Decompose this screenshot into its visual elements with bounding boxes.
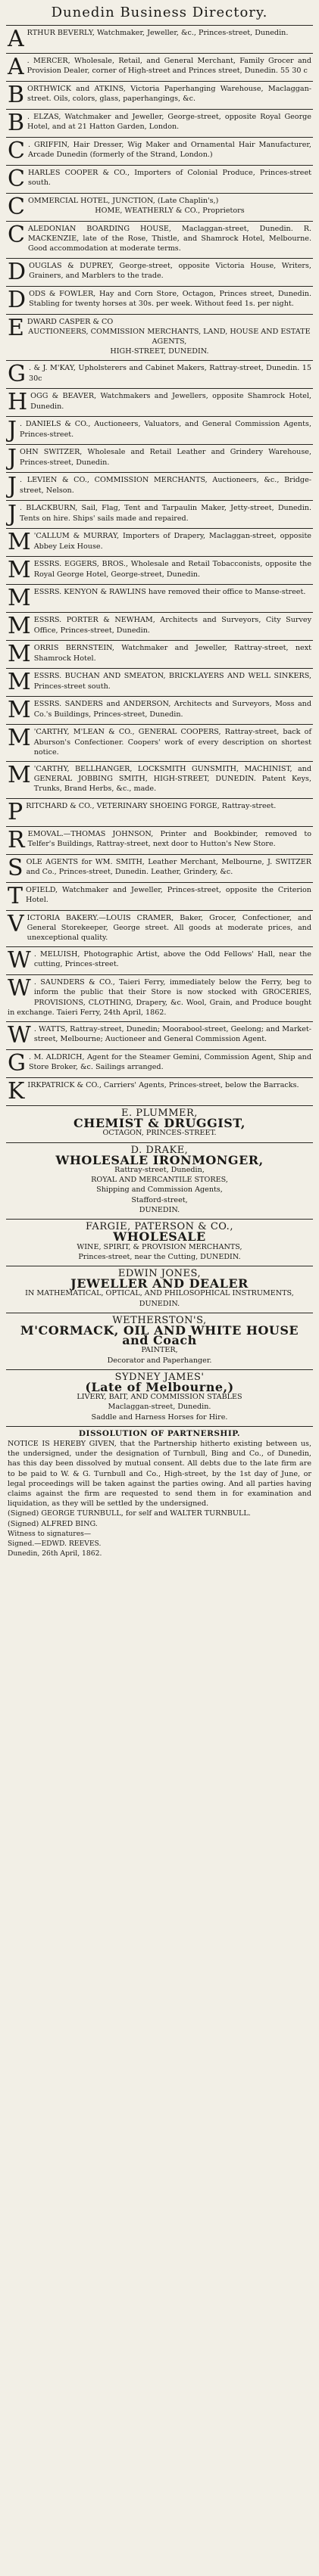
directory-entry (6, 1142, 313, 1219)
entry-text: . LEVIEN & CO., COMMISSION MERCHANTS, Auctioneers, &c., Bridge-street, Nelson. (20, 476, 311, 495)
entry-line: SYDNEY JAMES' (114, 1371, 205, 1383)
entry-line: OCTAGON, PRINCES-STREET. (102, 1129, 217, 1138)
entry-line: Princes-street, near the Cutting, DUNEDIN. (78, 1252, 241, 1261)
notice-body: NOTICE IS HEREBY GIVEN, that the Partnership hitherto existing between us, the undersigned, under the designation of Turnbull, Bing and Co., of Dunedin, has this day been dissolved by mutual consent. All debts due to the late firm are to be paid to W. & G. Turnbull and Co., High-street, by the 1st day of June, or legal proceedings will be taken against the parties owing. And all parties having claims against the firm are requested to send them in for examination and liquidation, as they will be settled by the undersigned. (8, 1439, 311, 1509)
entry-line: Rattray-street, Dunedin, (114, 1166, 205, 1175)
entry-line: Saddle and Harness Horses for Hire. (91, 1412, 228, 1422)
witness-signed: Signed.—EDWD. REEVES. (8, 1539, 102, 1548)
drop-cap: M (8, 529, 31, 556)
entry-text: ODS & FOWLER, Hay and Corn Store, Octagon, Princes street, Dunedin. Stabling for twenty horses at 30s. per week. Without feed 1s. per night. (29, 289, 311, 308)
entry-text: ESSRS. KENYON & RAWLINS have removed their office to Manse-street. (33, 588, 306, 597)
entry-text: . MERCER, Wholesale, Retail, and General Merchant, Family Grocer and Provision Dealer, corner of High-street and Princes street, Dunedin. 55 30 c (27, 57, 311, 76)
drop-cap: M (8, 557, 31, 584)
directory-entry (6, 826, 313, 854)
witness-line: Witness to signatures— (8, 1529, 92, 1538)
directory-entry (6, 1266, 313, 1313)
entry-line: WHOLESALE IRONMONGER, (55, 1152, 264, 1167)
drop-cap: J (8, 417, 17, 444)
drop-cap: W (8, 1022, 31, 1049)
entry-text: EMOVAL.—THOMAS JOHNSON, Printer and Bookbinder, removed to Telfer's Buildings, Rattray-street, next door to Hutton's New Store. (27, 829, 311, 848)
directory-entry (6, 258, 313, 286)
drop-cap: C (8, 166, 25, 192)
entry-line: WINE, SPIRIT, & PROVISION MERCHANTS, (77, 1242, 242, 1251)
drop-cap: V (8, 910, 24, 937)
entry-line: CHEMIST & DRUGGIST, (73, 1116, 246, 1131)
drop-cap: M (8, 762, 31, 789)
directory-entry (6, 416, 313, 444)
entry-text: . BLACKBURN, Sail, Flag, Tent and Tarpaulin Maker, Jetty-street, Dunedin. Tents on hire. Ships' sails made and repaired. (20, 504, 311, 523)
entry-text: HOME, WEATHERLY & CO., Proprietors (95, 207, 245, 216)
drop-cap: H (8, 389, 28, 416)
entry-text: ESSRS. EGGERS, BROS., Wholesale and Retail Tobacconists, opposite the Royal George Hotel, George-street, Dunedin. (33, 560, 311, 579)
entry-line: Decorator and Paperhanger. (107, 1356, 212, 1365)
notice-signature-1 (8, 1509, 311, 1518)
directory-entry (6, 221, 313, 258)
signature-label: (Signed) (8, 1519, 39, 1528)
entry-line: IN MATHEMATICAL, OPTICAL, AND PHILOSOPHICAL INSTRUMENTS, (25, 1289, 294, 1298)
directory-entry (6, 528, 313, 556)
directory-entry (6, 882, 313, 910)
directory-entry (6, 854, 313, 882)
directory-entry (6, 1077, 313, 1105)
drop-cap: M (8, 585, 31, 612)
entry-line: JEWELLER AND DEALER (70, 1276, 249, 1291)
notice-signature-2 (8, 1519, 311, 1529)
directory-entry (6, 724, 313, 761)
drop-cap: C (8, 194, 25, 220)
drop-cap: W (8, 975, 31, 1002)
entry-text: HIGH-STREET, DUNEDIN. (110, 347, 209, 356)
directory-entry (6, 584, 313, 612)
directory-entry (6, 360, 313, 388)
entry-text: . GRIFFIN, Hair Dresser, Wig Maker and Ornamental Hair Manufacturer, Arcade Dunedin (formerly of the Strand, London.) (27, 141, 311, 160)
entry-text: . WATTS, Rattray-street, Dunedin; Moorabool-street, Geelong; and Market-street, Melbourne; Auctioneer and General Commission Agent. (33, 1025, 311, 1044)
directory-entry (6, 25, 313, 53)
entry-line: WETHERSTON'S, (112, 1314, 207, 1326)
directory-entry (6, 53, 313, 81)
directory-entry (6, 286, 313, 314)
drop-cap: W (8, 947, 31, 974)
entry-line: E. PLUMMER, (121, 1108, 198, 1120)
drop-cap: T (8, 882, 23, 909)
directory-entry (6, 640, 313, 668)
entry-text: ICTORIA BAKERY.—LOUIS CRAMER, Baker, Grocer, Confectioner, and General Storekeeper, George street. All goods at moderate prices, and unexceptional quality. (27, 913, 311, 943)
notice-date: Dunedin, 26th April, 1862. (8, 1549, 102, 1558)
entry-text: . M. ALDRICH, Agent for the Steamer Gemini, Commission Agent, Ship and Store Broker, &c. Sailings arranged. (28, 1053, 311, 1072)
drop-cap: M (8, 641, 31, 668)
drop-cap: G (8, 1050, 26, 1077)
drop-cap: M (8, 669, 31, 696)
directory-entry (6, 500, 313, 528)
entry-text: . DANIELS & CO., Auctioneers, Valuators, and General Commission Agents, Princes-street. (20, 420, 311, 439)
drop-cap: G (8, 361, 26, 388)
directory-entry (6, 612, 313, 640)
drop-cap: R (8, 826, 25, 853)
entry-text: IRKPATRICK & CO., Carriers' Agents, Princes-street, below the Barracks. (27, 1081, 299, 1090)
drop-cap: M (8, 697, 31, 724)
entry-text: ORTHWICK and ATKINS, Victoria Paperhanging Warehouse, Maclaggan-street. Oils, colors, glass, paperhangings, &c. (27, 85, 311, 104)
directory-entry (6, 1219, 313, 1266)
directory-entry (6, 81, 313, 109)
entry-text: HARLES COOPER & CO., Importers of Colonial Produce, Princes-street south. (27, 169, 311, 188)
drop-cap: P (8, 798, 23, 825)
directory-entry (6, 1105, 313, 1142)
entry-line: PAINTER, (141, 1346, 178, 1355)
entry-text: . ELZAS, Watchmaker and Jeweller, George-street, opposite Royal George Hotel, and at 21 Hatton Garden, London. (27, 113, 311, 132)
drop-cap: D (8, 286, 27, 313)
drop-cap: S (8, 854, 23, 881)
signature-name: GEORGE TURNBULL, for self and WALTER TURNBULL. (41, 1509, 251, 1518)
entry-text: OGG & BEAVER, Watchmakers and Jewellers, opposite Shamrock Hotel, Dunedin. (30, 392, 311, 411)
directory-entry (6, 314, 313, 361)
drop-cap: C (8, 222, 25, 248)
entry-line: Maclaggan-street, Dunedin. (108, 1403, 211, 1412)
dissolution-notice (6, 1426, 313, 1563)
entry-line: LIVERY, BAIT, AND COMMISSION STABLES (77, 1393, 242, 1402)
directory-entry (6, 946, 313, 974)
directory-entry (6, 109, 313, 137)
entry-text: DWARD CASPER & CO (27, 317, 114, 326)
entry-text: . & J. M'KAY, Upholsterers and Cabinet Makers, Rattray-street, Dunedin. 15 30c (28, 364, 311, 383)
entry-text: 'CALLUM & MURRAY, Importers of Drapery, Maclaggan-street, opposite Abbey Leix House. (33, 532, 311, 551)
entry-text: . MELUISH, Photographic Artist, above the Odd Fellows' Hall, near the cutting, Princes-street. (33, 950, 311, 969)
masthead: Dunedin Business Directory. (51, 5, 268, 20)
directory-entry (6, 193, 313, 221)
directory-entry (6, 696, 313, 724)
directory-entry (6, 472, 313, 500)
ads-column (6, 25, 313, 1426)
entry-line: ROYAL AND MERCANTILE STORES, (91, 1176, 228, 1185)
directory-entry (6, 444, 313, 472)
entry-text: ESSRS. BUCHAN AND SMEATON, BRICKLAYERS AND WELL SINKERS, Princes-street south. (33, 672, 311, 691)
directory-entry (6, 165, 313, 193)
drop-cap: E (8, 314, 24, 341)
entry-text: OLE AGENTS for WM. SMITH, Leather Merchant, Melbourne, J. SWITZER and Co., Princes-street, Dunedin. Leather, Grindery, &c. (26, 857, 311, 876)
drop-cap: C (8, 138, 25, 164)
drop-cap: A (8, 54, 24, 80)
entry-text: 'CARTHY, M'LEAN & CO., GENERAL COOPERS, Rattray-street, back of Aburson's Confectioner. Coopers' work of every description on shortest notice. (33, 728, 311, 757)
entry-line: DUNEDIN. (139, 1299, 180, 1308)
drop-cap: B (8, 82, 25, 108)
directory-entry (6, 1313, 313, 1369)
drop-cap: B (8, 110, 25, 136)
entry-text: AUCTIONEERS, COMMISSION MERCHANTS, LAND, HOUSE AND ESTATE AGENTS, (28, 327, 311, 346)
drop-cap: D (8, 258, 27, 285)
entry-text: ORRIS BERNSTEIN, Watchmaker and Jeweller, Rattray-street, next Shamrock Hotel. (33, 644, 311, 663)
entry-text: RTHUR BEVERLY, Watchmaker, Jeweller, &c., Princes-street, Dunedin. (27, 29, 289, 37)
notice-title: DISSOLUTION OF PARTNERSHIP. (78, 1428, 241, 1438)
entry-text: 'CARTHY, BELLHANGER, LOCKSMITH GUNSMITH, MACHINIST, and GENERAL JOBBING SMITH, HIGH-STREET, DUNEDIN. Patent Keys, Trunks, Brand Herbs, &c., made. (33, 765, 311, 794)
directory-entry (6, 910, 313, 947)
entry-text: OFIELD, Watchmaker and Jeweller, Princes-street, opposite the Criterion Hotel. (26, 885, 311, 904)
signature-label: (Signed) (8, 1509, 39, 1518)
directory-entry (6, 1049, 313, 1077)
entry-line: FARGIE, PATERSON & CO., (86, 1221, 233, 1233)
directory-entry (6, 668, 313, 696)
entry-line: WHOLESALE (113, 1229, 206, 1244)
entry-line: EDWIN JONES, (117, 1267, 202, 1279)
directory-entry (6, 798, 313, 826)
directory-entry (6, 761, 313, 798)
directory-entry (6, 974, 313, 1021)
drop-cap: A (8, 26, 24, 52)
entry-text: OUGLAS & DUPREY, George-street, opposite Victoria House, Writers, Grainers, and Marblers to the trade. (29, 261, 311, 280)
entry-text: RITCHARD & CO., VETERINARY SHOEING FORGE, Rattray-street. (26, 801, 277, 810)
signature-name: ALFRED BING. (41, 1519, 98, 1528)
entry-text: ESSRS. PORTER & NEWHAM, Architects and Surveyors, City Survey Office, Princes-street, Dunedin. (33, 616, 311, 635)
entry-line: M'CORMACK, OIL AND WHITE HOUSE and Coach (20, 1322, 299, 1348)
directory-entry (6, 137, 313, 165)
drop-cap: K (8, 1078, 25, 1105)
entry-text: OHN SWITZER, Wholesale and Retail Leather and Grindery Warehouse, Princes-street, Dunedin. (20, 448, 311, 467)
drop-cap: J (8, 473, 17, 500)
directory-entry (6, 556, 313, 584)
drop-cap: M (8, 725, 31, 752)
drop-cap: J (8, 501, 17, 528)
entry-text: OMMERCIAL HOTEL, JUNCTION, (Late Chaplin's,) (27, 197, 219, 205)
drop-cap: M (8, 613, 31, 640)
entry-line: (Late of Melbourne,) (85, 1379, 234, 1394)
directory-entry (6, 1369, 313, 1426)
entry-line: Shipping and Commission Agents, (96, 1185, 223, 1195)
entry-line: DUNEDIN. (139, 1205, 180, 1214)
directory-entry (6, 1021, 313, 1049)
entry-text: . SAUNDERS & CO., Taieri Ferry, immediately below the Ferry, beg to inform the public that their Store is now stocked with GROCERIES, PROVISIONS, CLOTHING, Drapery, &c. Wool, Grain, and Produce bought in exchange. Taieri Ferry, 24th April, 1862. (8, 978, 311, 1017)
entry-text: ESSRS. SANDERS and ANDERSON, Architects and Surveyors, Moss and Co.'s Buildings, Princes-street, Dunedin. (33, 700, 311, 719)
entry-line: D. DRAKE, (130, 1144, 189, 1156)
drop-cap: J (8, 445, 17, 472)
entry-line: Stafford-street, (131, 1195, 188, 1204)
directory-entry (6, 388, 313, 416)
entry-text: ALEDONIAN BOARDING HOUSE, Maclaggan-street, Dunedin. R. MACKENZIE, late of the Rose, Thistle, and Shamrock Hotel, Melbourne. Good accommodation at moderate terms. (27, 225, 311, 253)
